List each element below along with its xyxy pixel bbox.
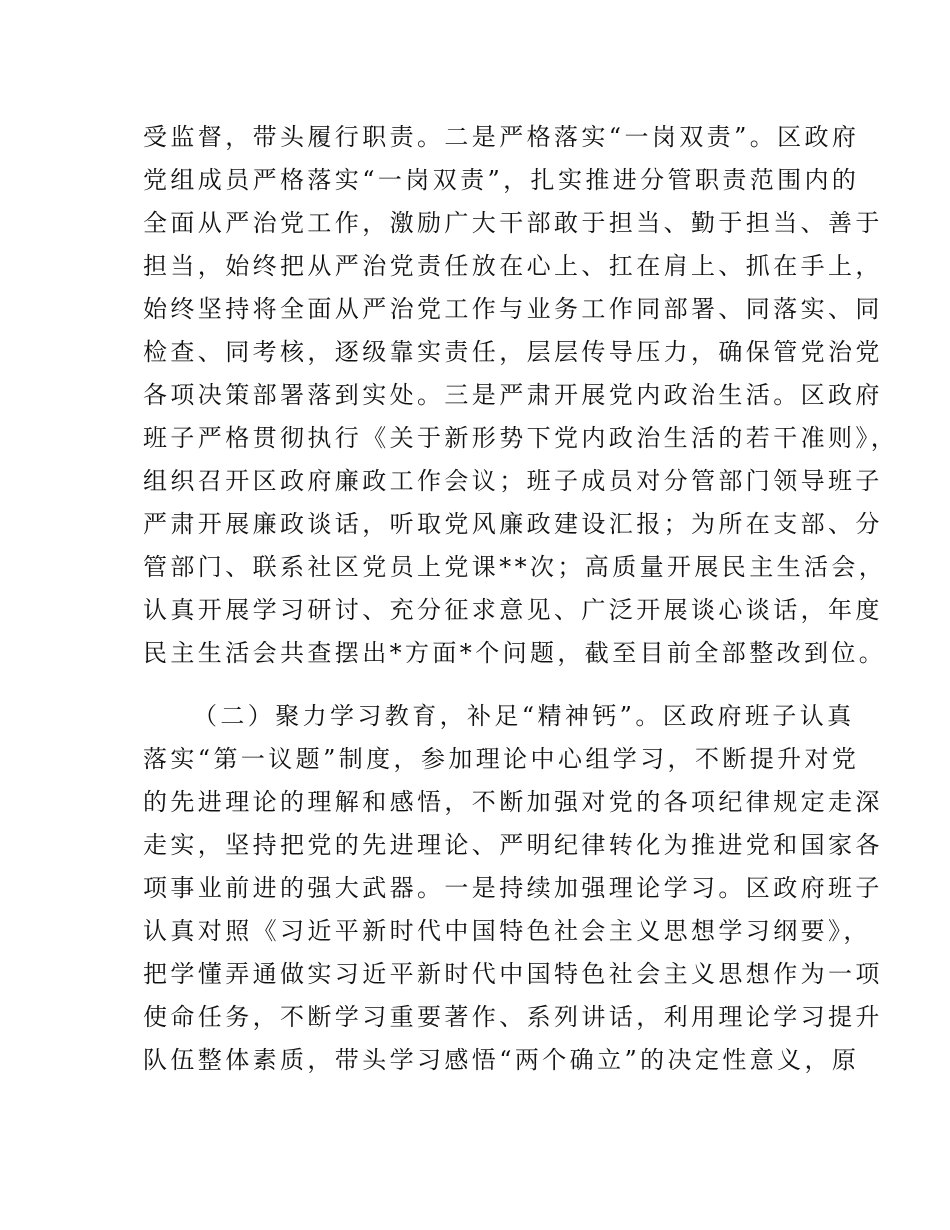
- text-line: 认真对照《习近平新时代中国特色社会主义思想学习纲要》，: [143, 917, 871, 945]
- text-line: 班子严格贯彻执行《关于新形势下党内政治生活的若干准则》，: [143, 424, 899, 452]
- text-line: 队伍整体素质，带头学习感悟“两个确立”的决定性意义，原: [143, 1046, 860, 1074]
- text-line: 把学懂弄通做实习近平新时代中国特色社会主义思想作为一项: [143, 960, 883, 988]
- text-line: 组织召开区政府廉政工作会议；班子成员对分管部门领导班子: [143, 467, 883, 495]
- paragraph-1: [143, 116, 899, 675]
- text-line: （二）聚力学习教育，补足“精神钙”。区政府班子认真: [193, 702, 855, 730]
- text-line: 全面从严治党工作，激励广大干部敢于担当、勤于担当、善于: [143, 209, 883, 237]
- text-line: 始终坚持将全面从严治党工作与业务工作同部署、同落实、同: [143, 295, 883, 323]
- text-line: 党组成员严格落实“一岗双责”，扎实推进分管职责范围内的: [143, 166, 860, 194]
- text-line: 担当，始终把从严治党责任放在心上、扛在肩上、抓在手上，: [143, 252, 883, 280]
- text-line: 受监督，带头履行职责。二是严格落实“一岗双责”。区政府: [143, 123, 860, 151]
- text-line: 管部门、联系社区党员上党课**次；高质量开展民主生活会，: [143, 553, 887, 581]
- text-line: 民主生活会共查摆出*方面*个问题，截至目前全部整改到位。: [143, 639, 887, 667]
- text-line: 落实“第一议题”制度，参加理论中心组学习，不断提升对党: [143, 745, 860, 773]
- text-line: 认真开展学习研讨、充分征求意见、广泛开展谈心谈话，年度: [143, 596, 883, 624]
- text-line: 严肃开展廉政谈话，听取党风廉政建设汇报；为所在支部、分: [143, 510, 883, 538]
- paragraph-2: [143, 695, 883, 1082]
- text-line: 各项决策部署落到实处。三是严肃开展党内政治生活。区政府: [143, 381, 883, 409]
- text-line: 项事业前进的强大武器。一是持续加强理论学习。区政府班子: [143, 874, 883, 902]
- text-line: 的先进理论的理解和感悟，不断加强对党的各项纪律规定走深: [143, 788, 883, 816]
- text-line: 走实，坚持把党的先进理论、严明纪律转化为推进党和国家各: [143, 831, 883, 859]
- text-line: 使命任务，不断学习重要著作、系列讲话，利用理论学习提升: [143, 1003, 883, 1031]
- text-line: 检查、同考核，逐级靠实责任，层层传导压力，确保管党治党: [143, 338, 883, 366]
